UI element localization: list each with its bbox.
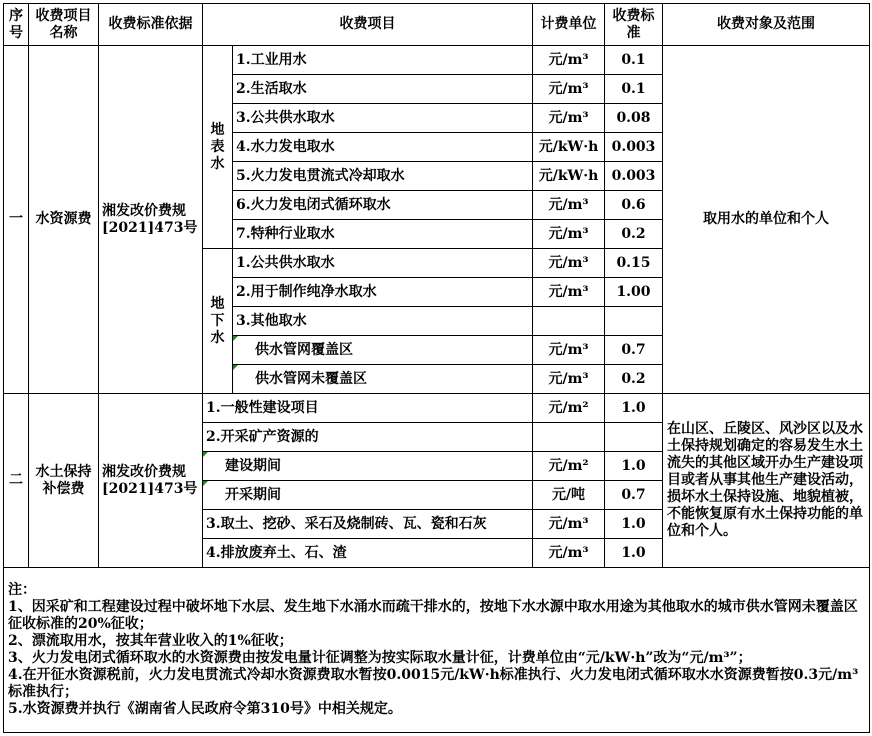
ground-unit: 元/m³ [533,336,605,365]
section1-name: 水资源费 [29,46,99,394]
note-line: 2、漂流取用水，按其年营业收入的1%征收； [8,633,293,649]
soil-unit: 元/m² [533,452,605,481]
surface-unit: 元/kW·h [533,162,605,191]
soil-unit: 元/m³ [533,510,605,539]
ground-std: 0.2 [605,365,663,394]
soil-item: 2.开采矿产资源的 [203,423,533,452]
ground-std: 1.00 [605,278,663,307]
ground-item: 3.其他取水 [233,307,533,336]
ground-unit [533,307,605,336]
section2-basis: 湘发改价费规[2021]473号 [99,394,203,568]
surface-item: 1.工业用水 [233,46,533,75]
soil-std: 0.7 [605,481,663,510]
ground-unit: 元/m³ [533,249,605,278]
surface-std: 0.003 [605,162,663,191]
fee-table [3,3,870,733]
soil-std: 1.0 [605,539,663,568]
ground-unit: 元/m³ [533,278,605,307]
surface-std: 0.1 [605,75,663,104]
surface-item: 3.公共供水取水 [233,104,533,133]
surface-item: 2.生活取水 [233,75,533,104]
soil-item: 4.排放废弃土、石、渣 [203,539,533,568]
soil-item: 建设期间 [203,452,533,481]
surface-std: 0.08 [605,104,663,133]
soil-unit: 元/吨 [533,481,605,510]
soil-std: 1.0 [605,394,663,423]
surface-item: 4.水力发电取水 [233,133,533,162]
ground-item: 1.公共供水取水 [233,249,533,278]
header-unit: 计费单位 [533,4,605,46]
header-item-name: 收费项目名称 [29,4,99,46]
soil-item: 开采期间 [203,481,533,510]
section1-scope: 取用水的单位和个人 [663,46,870,394]
soil-item: 1.一般性建设项目 [203,394,533,423]
surface-std: 0.2 [605,220,663,249]
surface-unit: 元/m³ [533,220,605,249]
surface-unit: 元/kW·h [533,133,605,162]
ground-item: 2.用于制作纯净水取水 [233,278,533,307]
notes-cell [4,568,870,733]
note-line: 4.在开征水资源税前，火力发电贯流式冷却水资源费取水暂按0.0015元/kW·h标准执行、火力发电闭式循环取水水资源费暂按0.3元/m³标准执行； [8,667,859,700]
note-line: 3、火力发电闭式循环取水的水资源费由按发电量计征调整为按实际取水量计征，计费单位由“元/kW·h”改为“元/m³”； [8,650,752,666]
ground-item: 供水管网覆盖区 [233,336,533,365]
table-row [4,46,870,75]
ground-std: 0.15 [605,249,663,278]
table-row [4,394,870,423]
notes-row [4,568,870,733]
surface-unit: 元/m³ [533,75,605,104]
surface-water-label: 地表水 [203,46,233,249]
soil-std [605,423,663,452]
header-seq: 序号 [4,4,29,46]
note-line: 5.水资源费并执行《湖南省人民政府令第310号》中相关规定。 [8,701,402,717]
notes-title: 注： [8,582,36,598]
surface-item: 7.特种行业取水 [233,220,533,249]
header-scope: 收费对象及范围 [663,4,870,46]
surface-unit: 元/m³ [533,104,605,133]
ground-std [605,307,663,336]
soil-unit: 元/m² [533,394,605,423]
surface-unit: 元/m³ [533,46,605,75]
header-row [4,4,870,46]
soil-unit: 元/m³ [533,539,605,568]
surface-std: 0.1 [605,46,663,75]
ground-water-label: 地下水 [203,249,233,394]
note-line: 1、因采矿和工程建设过程中破坏地下水层、发生地下水涌水而疏干排水的，按地下水水源中取水用途为其他取水的城市供水管网未覆盖区征收标准的20%征收； [8,599,858,632]
section1-seq: 一 [4,46,29,394]
section2-scope: 在山区、丘陵区、风沙区以及水土保持规划确定的容易发生水土流失的其他区域开办生产建设项目或者从事其他生产建设活动，损坏水土保持设施、地貌植被，不能恢复原有水土保持功能的单位和个人。 [663,394,870,568]
section2-name: 水土保持补偿费 [29,394,99,568]
surface-item: 6.火力发电闭式循环取水 [233,191,533,220]
surface-unit: 元/m³ [533,191,605,220]
header-standard: 收费标准 [605,4,663,46]
soil-std: 1.0 [605,452,663,481]
ground-unit: 元/m³ [533,365,605,394]
header-project: 收费项目 [203,4,533,46]
section2-seq: 二 [4,394,29,568]
soil-std: 1.0 [605,510,663,539]
soil-unit [533,423,605,452]
surface-item: 5.火力发电贯流式冷却取水 [233,162,533,191]
soil-item: 3.取土、挖砂、采石及烧制砖、瓦、瓷和石灰 [203,510,533,539]
ground-item: 供水管网未覆盖区 [233,365,533,394]
section1-basis: 湘发改价费规[2021]473号 [99,46,203,394]
header-basis: 收费标准依据 [99,4,203,46]
ground-std: 0.7 [605,336,663,365]
surface-std: 0.003 [605,133,663,162]
surface-std: 0.6 [605,191,663,220]
